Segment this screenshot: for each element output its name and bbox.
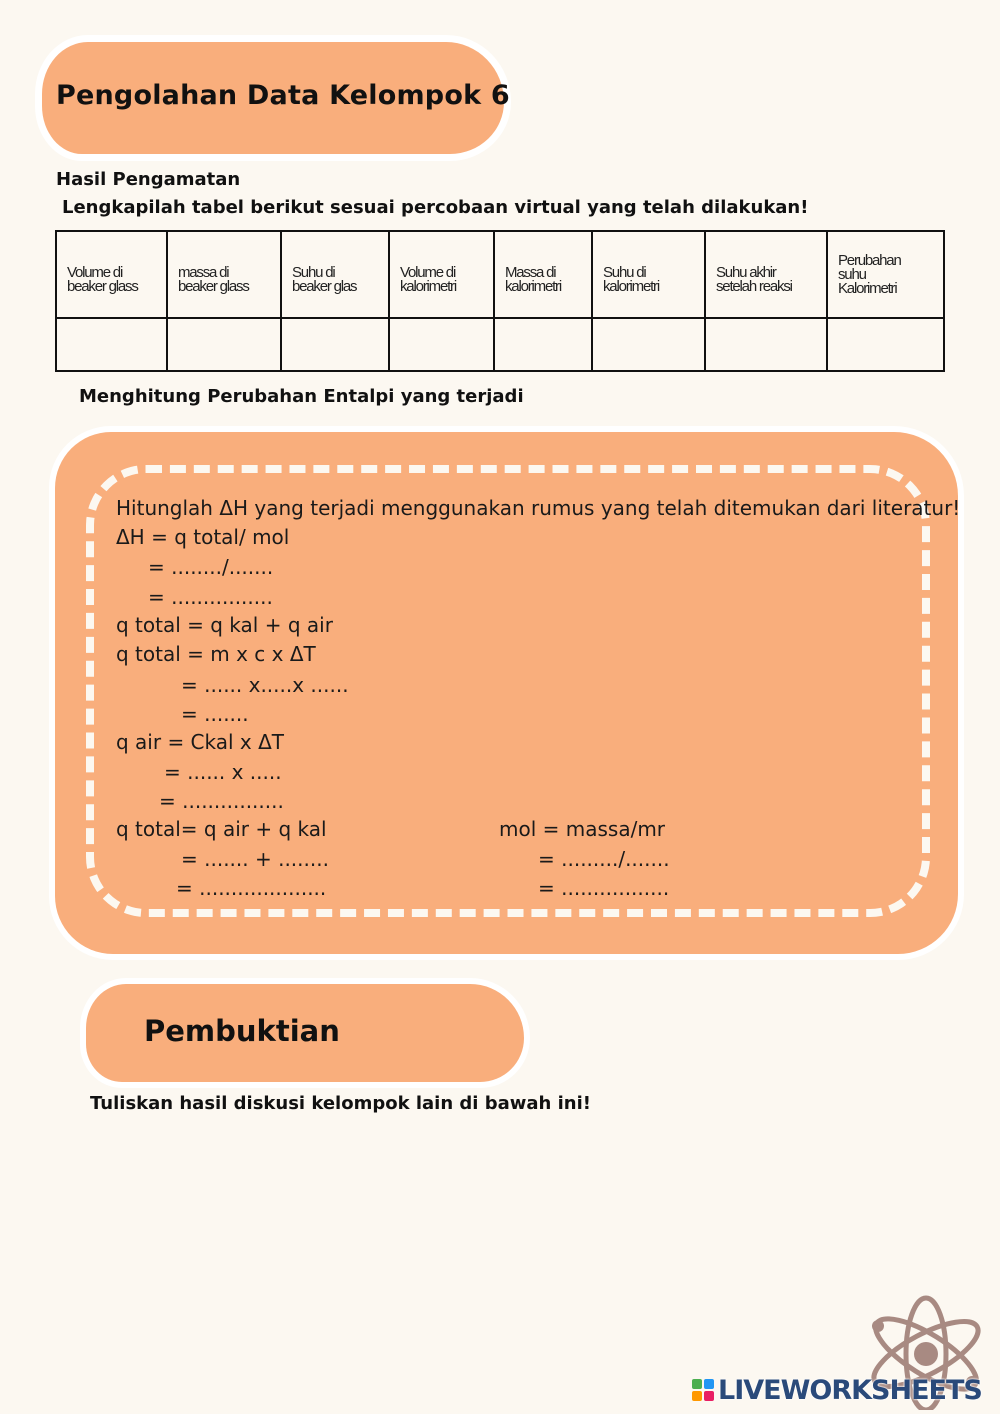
calc-line: = ................	[148, 585, 273, 609]
calc-instruction: Hitunglah ΔH yang terjadi menggunakan rumus yang telah ditemukan dari literatur!	[116, 496, 961, 520]
calc-line: = .......	[181, 702, 249, 726]
liveworksheets-logo-text: LIVEWORKSHEETS	[718, 1374, 982, 1406]
enthalpy-heading: Menghitung Perubahan Entalpi yang terjadi	[79, 386, 524, 407]
calc-line: = ......../.......	[148, 555, 274, 579]
header-volume-beaker: Volume di beaker glass	[56, 231, 167, 318]
calc-line: ΔH = q total/ mol	[116, 525, 290, 549]
calc-line: = ....... + ........	[181, 847, 329, 871]
input-cell-volume-beaker[interactable]	[56, 318, 167, 371]
mol-line: = ........./.......	[538, 847, 670, 871]
calc-line: = ....................	[176, 876, 327, 900]
input-cell-suhu-akhir[interactable]	[705, 318, 827, 371]
header-volume-kalorimetri: Volume di kalorimetri	[389, 231, 494, 318]
calc-line: = ...... x.....x ......	[181, 673, 349, 697]
pembuktian-instruction: Tuliskan hasil diskusi kelompok lain di bawah ini!	[90, 1093, 591, 1114]
page-title: Pengolahan Data Kelompok 6	[56, 80, 510, 111]
calc-line: = ................	[159, 789, 284, 813]
calc-line: q total = q kal + q air	[116, 613, 333, 637]
observation-table	[55, 230, 945, 372]
header-massa-beaker: massa di beaker glass	[167, 231, 281, 318]
observation-heading: Hasil Pengamatan	[56, 169, 241, 190]
liveworksheets-logo[interactable]	[692, 1374, 982, 1406]
header-massa-kalorimetri: Massa di kalorimetri	[494, 231, 592, 318]
header-suhu-beaker: Suhu di beaker glas	[281, 231, 389, 318]
calc-line: q total = m x c x ΔT	[116, 642, 316, 666]
input-cell-perubahan-suhu[interactable]	[827, 318, 944, 371]
input-cell-suhu-beaker[interactable]	[281, 318, 389, 371]
header-suhu-kalorimetri: Suhu di kalorimetri	[592, 231, 705, 318]
calc-line: q air = Ckal x ΔT	[116, 730, 285, 754]
mol-line: mol = massa/mr	[499, 817, 666, 841]
header-suhu-akhir: Suhu akhir setelah reaksi	[705, 231, 827, 318]
header-perubahan-suhu: Perubahan suhu Kalorimetri	[827, 231, 944, 318]
liveworksheets-logo-icon	[692, 1379, 714, 1401]
input-cell-volume-kalorimetri[interactable]	[389, 318, 494, 371]
input-cell-suhu-kalorimetri[interactable]	[592, 318, 705, 371]
mol-line: = .................	[538, 876, 670, 900]
input-cell-massa-beaker[interactable]	[167, 318, 281, 371]
observation-instruction: Lengkapilah tabel berikut sesuai percobaan virtual yang telah dilakukan!	[62, 197, 809, 218]
table-header-row	[56, 231, 944, 318]
calc-line: q total= q air + q kal	[116, 817, 327, 841]
pembuktian-heading: Pembuktian	[144, 1014, 340, 1048]
calc-line: = ...... x .....	[164, 760, 282, 784]
input-cell-massa-kalorimetri[interactable]	[494, 318, 592, 371]
table-row	[56, 318, 944, 371]
